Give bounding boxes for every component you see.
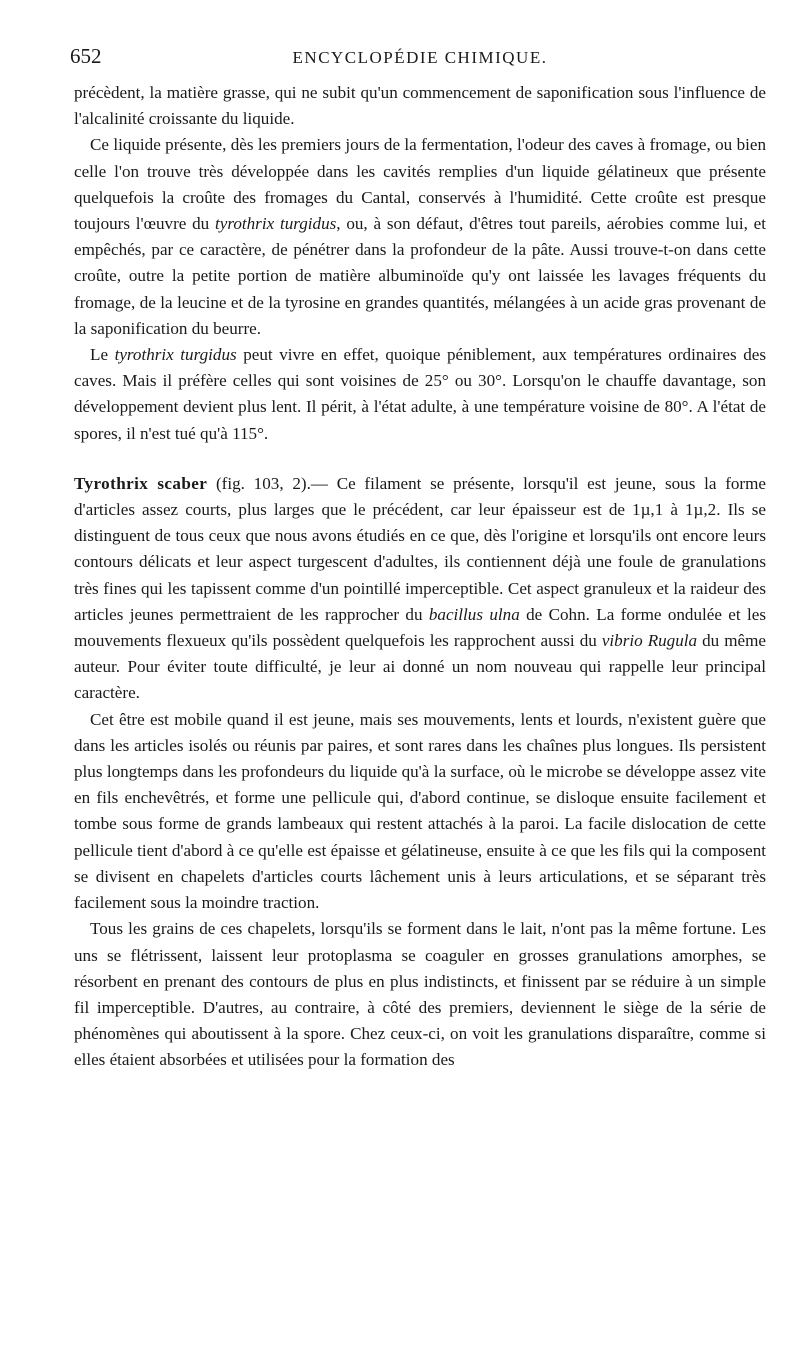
text-span: Ce liquide présente, dès les premiers jours de la fermentation, l'odeur des caves à fromage, ou bien celle l'on trouve très développée dans les cavités remplies d'un liquide gélatineux que présente quelquefois la croûte des fromages du Cantal, conservés à l'humidité. Cette croûte est presque toujours l'œuvre du xyxy=(74,135,766,234)
running-title: ENCYCLOPÉDIE CHIMIQUE. xyxy=(292,48,548,67)
species-name: bacillus ulna xyxy=(428,604,520,624)
paragraph-continuation: précèdent, la matière grasse, qui ne subit qu'un commencement de saponification sous l'influence de l'alcalinité croissante du liquide. xyxy=(74,83,766,129)
book-page xyxy=(70,40,767,1074)
text-span: du même auteur. Pour éviter toute difficulté, je leur ai donné un nom nouveau qui rappelle leur principal caractère. xyxy=(74,631,766,703)
species-name: vibrio Rugula xyxy=(601,631,698,651)
page-header xyxy=(70,40,766,80)
text-span: peut vivre en effet, quoique péniblement, aux températures ordinaires des caves. Mais il préfère celles qui sont voisines de 25° ou 30°. Lorsqu'on le chauffe davantage, son développement devient plus lent. Il périt, à l'état adulte, à une température voisine de 80°. A l'état de spores, il n'est tué qu'à 115°. xyxy=(74,345,766,443)
text-span: (fig. 103, 2).— Ce filament se présente, lorsqu'il est jeune, sous la forme d'articles assez courts, plus larges que le précédent, car leur épaisseur est de 1µ,1 à 1µ,2. Ils se distinguent de tous ceux que nous avons étudiés en ce que, dès l'origine et lorsqu'ils ont encore leurs contours délicats et leur aspect turgescent d'adultes, ils contiennent déjà une foule de granulations très fines qui les tapissent comme d'un pointillé imperceptible. Cet aspect granuleux et la raideur des articles jeunes permettraient de les rapprocher du xyxy=(74,473,767,624)
species-name: tyrothrix turgidus xyxy=(114,345,237,365)
page-number: 652 xyxy=(70,44,102,68)
body-text xyxy=(74,80,766,1074)
paragraph-temperatures xyxy=(74,342,766,447)
paragraph-grains: Tous les grains de ces chapelets, lorsqu'ils se forment dans le lait, n'ont pas la même fortune. Les uns se flétrissent, laissent leur protoplasma se coaguler en grosses granulations amorphes, se résorbent en prenant des contours de plus en plus indistincts, et finissent par se réduire à un simple fil imperceptible. D'autres, au contraire, à côté des premiers, deviennent le siège de la série de phénomènes qui aboutissent à la spore. Chez ceux-ci, on voit les granulations disparaître, comme si elles étaient absorbées et utilisées pour la formation des xyxy=(74,919,766,1070)
species-name: tyrothrix turgidus xyxy=(214,214,337,234)
section-tyrothrix-scaber xyxy=(74,471,766,707)
text-span: Le xyxy=(90,345,115,365)
paragraph-mobilite: Cet être est mobile quand il est jeune, mais ses mouvements, lents et lourds, n'existent guère que dans les articles isolés ou réunis par paires, et sont rares dans les chaînes plus longues. Ils persistent plus longtemps dans les profondeurs du liquide qu'à la surface, où le microbe se développe assez vite en fils enchevêtrés, et forme une pellicule qui, d'abord continue, se disloque ensuite facilement et tombe sous forme de grands lambeaux qui restent attachés à la paroi. La facile dislocation de cette pellicule tient d'abord à ce qu'elle est épaisse et gélatineuse, ensuite à ce que les fils qui la composent se divisent en chapelets d'articles courts lâchement unis à leurs articulations, et se séparant très facilement sous la moindre traction. xyxy=(74,709,766,913)
text-span: de Cohn. La forme ondulée et les mouvements flexueux qu'ils possèdent quelquefois les rapprochent aussi du xyxy=(74,604,766,651)
paragraph-odeur-des-caves xyxy=(74,132,766,342)
text-span: , ou, à son défaut, d'êtres tout pareils, aérobies comme lui, et empêchés, par ce caractère, de pénétrer dans la profondeur de la pâte. Aussi trouve-t-on dans cette croûte, outre la petite portion de matière albuminoïde qu'y ont laissée les lavages fréquents du fromage, de la leucine et de la tyrosine en grandes quantités, mélangées à un acide gras provenant de la saponification du beurre. xyxy=(74,214,766,338)
section-heading: Tyrothrix scaber xyxy=(74,473,208,493)
